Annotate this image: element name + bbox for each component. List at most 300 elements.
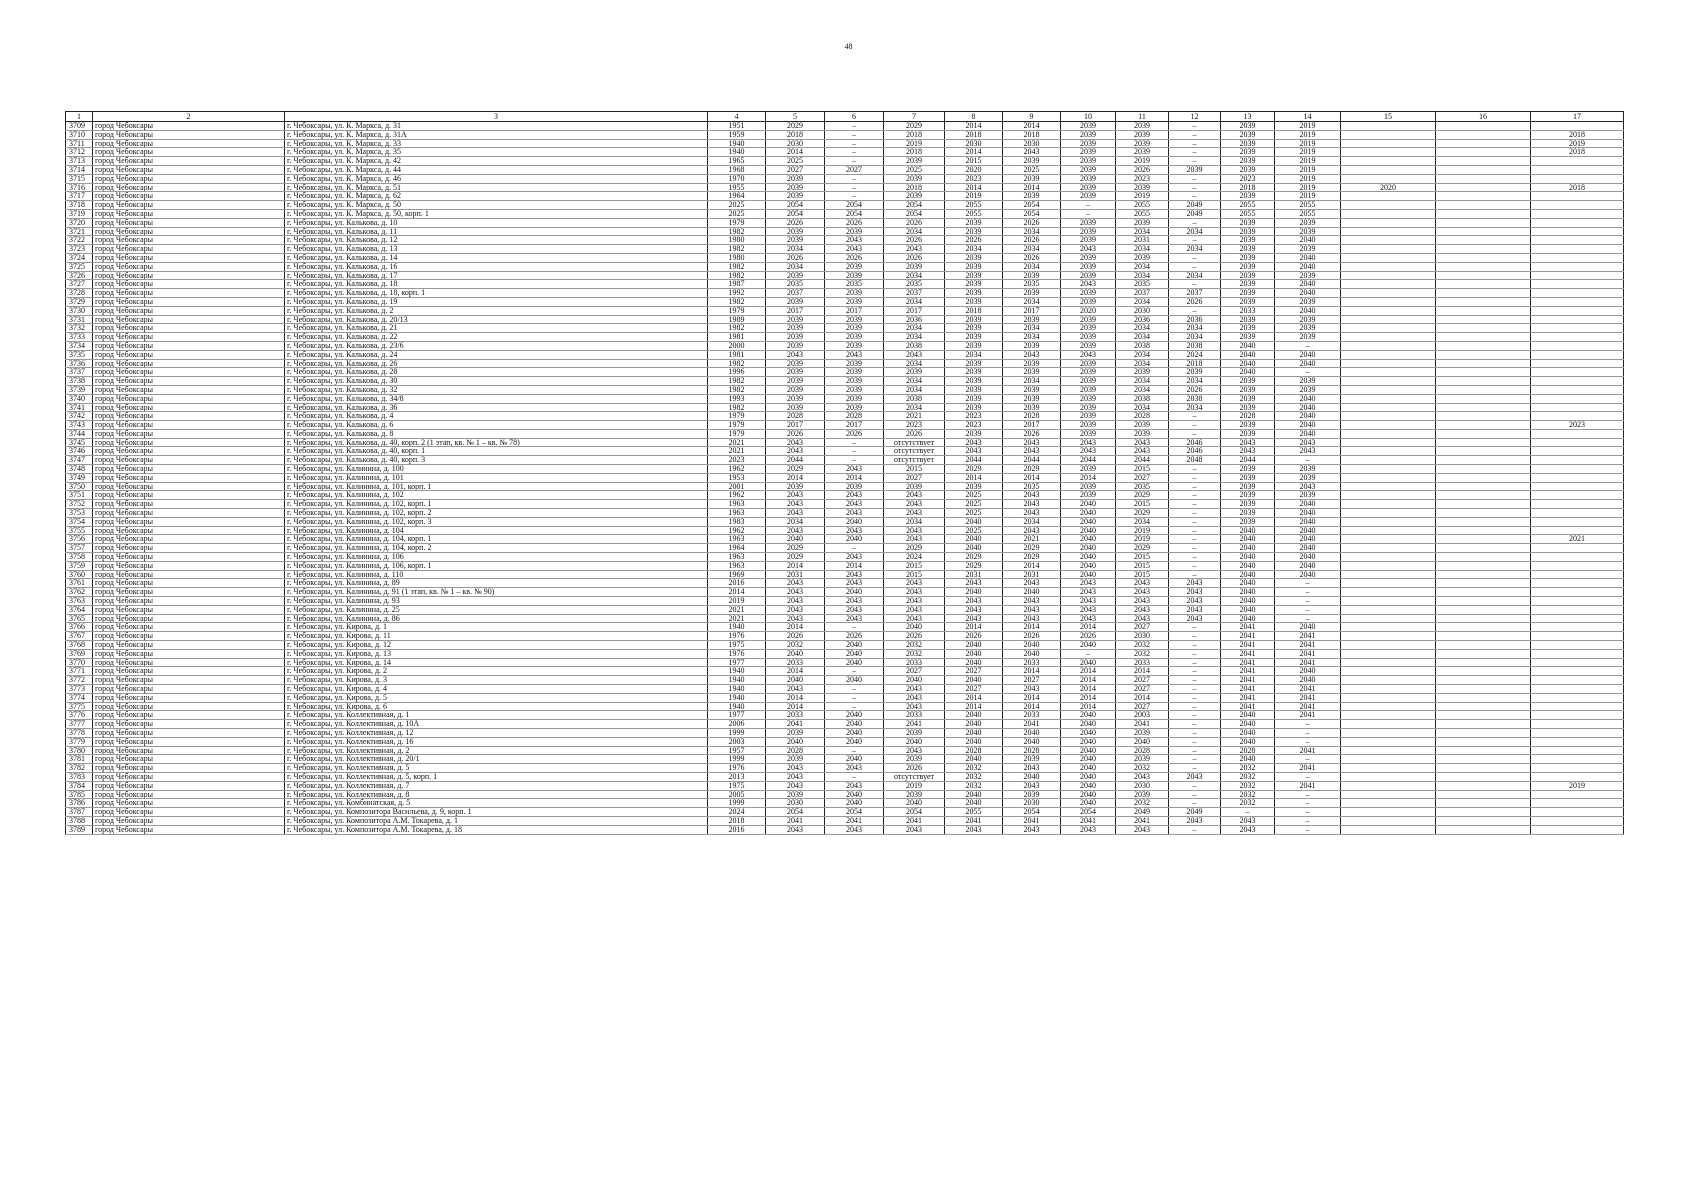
year-built-cell: 1940 (708, 139, 766, 148)
year-built-cell: 1940 (708, 667, 766, 676)
municipality-cell: город Чебоксары (93, 403, 285, 412)
col-9-cell: 2025 (1003, 165, 1061, 174)
table-row (66, 509, 1624, 518)
municipality-cell: город Чебоксары (93, 447, 285, 456)
col-17-cell (1531, 772, 1624, 781)
col-7-cell: 2054 (884, 209, 945, 218)
col-5-cell: 2026 (766, 429, 825, 438)
year-built-cell: 1979 (708, 306, 766, 315)
col-6-cell: – (825, 746, 884, 755)
col-15-cell (1341, 253, 1436, 262)
col-8-cell: 2040 (945, 711, 1003, 720)
record-number-cell: 3720 (66, 218, 93, 227)
col-14-cell: 2040 (1275, 570, 1341, 579)
address-cell: г. Чебоксары, ул. Калькова, д. 30 (285, 377, 708, 386)
address-cell: г. Чебоксары, ул. Кирова, д. 5 (285, 693, 708, 702)
table-row (66, 429, 1624, 438)
col-7-cell: 2024 (884, 553, 945, 562)
address-cell: г. Чебоксары, ул. Калинина, д. 101 (285, 473, 708, 482)
col-13-cell: 2039 (1221, 385, 1275, 394)
col-11-cell: 2015 (1116, 561, 1169, 570)
record-number-cell: 3760 (66, 570, 93, 579)
column-header: 17 (1531, 112, 1624, 122)
col-17-cell (1531, 429, 1624, 438)
col-14-cell: – (1275, 720, 1341, 729)
col-12-cell: 2034 (1169, 227, 1221, 236)
col-10-cell: 2040 (1061, 764, 1116, 773)
col-12-cell: – (1169, 122, 1221, 131)
table-row (66, 148, 1624, 157)
address-cell: г. Чебоксары, ул. Калькова, д. 36 (285, 403, 708, 412)
address-cell: г. Чебоксары, ул. Коллективная, д. 10А (285, 720, 708, 729)
col-8-cell: 2040 (945, 641, 1003, 650)
col-15-cell (1341, 456, 1436, 465)
record-number-cell: 3722 (66, 236, 93, 245)
col-12-cell: – (1169, 790, 1221, 799)
col-8-cell: 2025 (945, 491, 1003, 500)
table-row (66, 570, 1624, 579)
col-16-cell (1436, 456, 1531, 465)
year-built-cell: 2025 (708, 201, 766, 210)
col-11-cell: 2028 (1116, 746, 1169, 755)
col-10-cell: 2014 (1061, 623, 1116, 632)
col-17-cell (1531, 377, 1624, 386)
col-9-cell: 2040 (1003, 728, 1061, 737)
record-number-cell: 3726 (66, 271, 93, 280)
col-15-cell (1341, 289, 1436, 298)
col-12-cell: – (1169, 649, 1221, 658)
municipality-cell: город Чебоксары (93, 209, 285, 218)
col-12-cell: – (1169, 174, 1221, 183)
table-row (66, 579, 1624, 588)
address-cell: г. Чебоксары, ул. Кирова, д. 4 (285, 685, 708, 694)
table-row (66, 755, 1624, 764)
col-14-cell: 2019 (1275, 139, 1341, 148)
col-7-cell: 2017 (884, 306, 945, 315)
municipality-cell: город Чебоксары (93, 227, 285, 236)
record-number-cell: 3785 (66, 790, 93, 799)
municipality-cell: город Чебоксары (93, 218, 285, 227)
address-cell: г. Чебоксары, ул. К. Маркса, д. 31 (285, 122, 708, 131)
col-6-cell: 2043 (825, 764, 884, 773)
record-number-cell: 3738 (66, 377, 93, 386)
col-7-cell: 2040 (884, 737, 945, 746)
col-12-cell: – (1169, 500, 1221, 509)
col-6-cell: – (825, 148, 884, 157)
address-cell: г. Чебоксары, ул. К. Маркса, д. 51 (285, 183, 708, 192)
col-11-cell: 2049 (1116, 808, 1169, 817)
col-14-cell: 2019 (1275, 192, 1341, 201)
col-8-cell: 2027 (945, 667, 1003, 676)
col-7-cell: 2043 (884, 825, 945, 834)
col-9-cell: 2043 (1003, 614, 1061, 623)
col-8-cell: 2040 (945, 544, 1003, 553)
col-14-cell: 2043 (1275, 447, 1341, 456)
col-9-cell: 2026 (1003, 236, 1061, 245)
col-15-cell (1341, 816, 1436, 825)
col-5-cell: 2039 (766, 359, 825, 368)
col-6-cell: 2043 (825, 509, 884, 518)
col-6-cell: 2040 (825, 649, 884, 658)
address-cell: г. Чебоксары, ул. К. Маркса, д. 46 (285, 174, 708, 183)
col-11-cell: 2043 (1116, 605, 1169, 614)
col-6-cell: 2039 (825, 262, 884, 271)
col-14-cell: 2039 (1275, 315, 1341, 324)
col-10-cell: 2039 (1061, 333, 1116, 342)
col-13-cell: 2040 (1221, 755, 1275, 764)
col-16-cell (1436, 465, 1531, 474)
col-17-cell (1531, 324, 1624, 333)
col-13-cell: 2041 (1221, 632, 1275, 641)
col-13-cell: 2039 (1221, 465, 1275, 474)
col-17-cell (1531, 790, 1624, 799)
col-9-cell: 2043 (1003, 605, 1061, 614)
col-13-cell: 2032 (1221, 781, 1275, 790)
col-6-cell: 2039 (825, 271, 884, 280)
col-12-cell: 2043 (1169, 772, 1221, 781)
address-cell: г. Чебоксары, ул. Калькова, д. 18, корп. 1 (285, 289, 708, 298)
municipality-cell: город Чебоксары (93, 711, 285, 720)
col-11-cell: 2043 (1116, 597, 1169, 606)
municipality-cell: город Чебоксары (93, 192, 285, 201)
col-8-cell: 2043 (945, 447, 1003, 456)
col-16-cell (1436, 711, 1531, 720)
col-10-cell: 2040 (1061, 553, 1116, 562)
year-built-cell: 1996 (708, 368, 766, 377)
address-cell: г. Чебоксары, ул. К. Маркса, д. 33 (285, 139, 708, 148)
col-6-cell: 2039 (825, 315, 884, 324)
col-15-cell (1341, 720, 1436, 729)
col-13-cell: 2039 (1221, 157, 1275, 166)
col-8-cell: 2039 (945, 289, 1003, 298)
table-row (66, 218, 1624, 227)
col-16-cell (1436, 509, 1531, 518)
table-row (66, 403, 1624, 412)
col-6-cell: 2043 (825, 579, 884, 588)
col-12-cell: – (1169, 561, 1221, 570)
col-9-cell: 2034 (1003, 227, 1061, 236)
address-cell: г. Чебоксары, ул. Комбинатская, д. 5 (285, 799, 708, 808)
col-5-cell: 2043 (766, 526, 825, 535)
col-5-cell: 2028 (766, 412, 825, 421)
col-17-cell (1531, 658, 1624, 667)
col-13-cell: 2040 (1221, 728, 1275, 737)
col-16-cell (1436, 289, 1531, 298)
col-15-cell (1341, 808, 1436, 817)
col-17-cell (1531, 491, 1624, 500)
col-14-cell: 2040 (1275, 535, 1341, 544)
year-built-cell: 1962 (708, 526, 766, 535)
col-5-cell: 2039 (766, 385, 825, 394)
col-8-cell: 2040 (945, 517, 1003, 526)
col-6-cell: 2054 (825, 808, 884, 817)
col-15-cell (1341, 403, 1436, 412)
col-9-cell: 2014 (1003, 702, 1061, 711)
col-5-cell: 2029 (766, 544, 825, 553)
col-13-cell: 2040 (1221, 579, 1275, 588)
col-16-cell (1436, 421, 1531, 430)
table-row (66, 306, 1624, 315)
year-built-cell: 1962 (708, 465, 766, 474)
col-5-cell: 2039 (766, 377, 825, 386)
col-10-cell: 2026 (1061, 632, 1116, 641)
address-cell: г. Чебоксары, ул. Калинина, д. 102 (285, 491, 708, 500)
col-12-cell: 2048 (1169, 456, 1221, 465)
year-built-cell: 1980 (708, 253, 766, 262)
col-13-cell: 2039 (1221, 473, 1275, 482)
col-5-cell: 2017 (766, 306, 825, 315)
col-16-cell (1436, 271, 1531, 280)
col-15-cell (1341, 473, 1436, 482)
col-6-cell: – (825, 157, 884, 166)
col-7-cell: 2034 (884, 333, 945, 342)
record-number-cell: 3782 (66, 764, 93, 773)
col-14-cell: 2041 (1275, 746, 1341, 755)
table-row (66, 764, 1624, 773)
col-6-cell: 2043 (825, 570, 884, 579)
col-14-cell: – (1275, 790, 1341, 799)
col-5-cell: 2039 (766, 271, 825, 280)
col-7-cell: 2034 (884, 227, 945, 236)
municipality-cell: город Чебоксары (93, 297, 285, 306)
col-16-cell (1436, 157, 1531, 166)
col-9-cell: 2039 (1003, 359, 1061, 368)
year-built-cell: 1965 (708, 157, 766, 166)
col-8-cell: 2040 (945, 720, 1003, 729)
year-built-cell: 2021 (708, 614, 766, 623)
col-11-cell: 2041 (1116, 816, 1169, 825)
col-14-cell: 2039 (1275, 385, 1341, 394)
col-17-cell (1531, 799, 1624, 808)
col-12-cell: 2037 (1169, 289, 1221, 298)
col-9-cell: 2043 (1003, 764, 1061, 773)
col-16-cell (1436, 192, 1531, 201)
col-9-cell: 2035 (1003, 482, 1061, 491)
table-row (66, 271, 1624, 280)
col-17-cell (1531, 561, 1624, 570)
col-17-cell (1531, 649, 1624, 658)
table-row (66, 236, 1624, 245)
municipality-cell: город Чебоксары (93, 438, 285, 447)
col-7-cell: 2019 (884, 781, 945, 790)
record-number-cell: 3740 (66, 394, 93, 403)
col-15-cell (1341, 385, 1436, 394)
col-8-cell: 2040 (945, 755, 1003, 764)
col-15-cell (1341, 377, 1436, 386)
col-8-cell: 2014 (945, 623, 1003, 632)
col-17-cell (1531, 553, 1624, 562)
col-11-cell: 2015 (1116, 500, 1169, 509)
col-9-cell: 2026 (1003, 218, 1061, 227)
col-8-cell: 2039 (945, 482, 1003, 491)
col-10-cell: 2039 (1061, 377, 1116, 386)
address-cell: г. Чебоксары, ул. К. Маркса, д. 35 (285, 148, 708, 157)
col-17-cell (1531, 394, 1624, 403)
col-14-cell: 2039 (1275, 218, 1341, 227)
col-10-cell: 2039 (1061, 262, 1116, 271)
col-11-cell: 2015 (1116, 465, 1169, 474)
municipality-cell: город Чебоксары (93, 790, 285, 799)
col-13-cell: 2039 (1221, 315, 1275, 324)
table-row (66, 253, 1624, 262)
col-14-cell: 2041 (1275, 764, 1341, 773)
col-10-cell: 2040 (1061, 737, 1116, 746)
col-8-cell: 2023 (945, 421, 1003, 430)
record-number-cell: 3733 (66, 333, 93, 342)
col-13-cell: 2041 (1221, 685, 1275, 694)
col-12-cell: 2043 (1169, 597, 1221, 606)
col-10-cell: 2040 (1061, 517, 1116, 526)
col-7-cell: отсутствует (884, 438, 945, 447)
col-14-cell: 2040 (1275, 403, 1341, 412)
table-row (66, 720, 1624, 729)
col-11-cell: 2043 (1116, 825, 1169, 834)
address-cell: г. Чебоксары, ул. Калькова, д. 18 (285, 280, 708, 289)
col-14-cell: 2040 (1275, 289, 1341, 298)
col-7-cell: 2040 (884, 623, 945, 632)
col-10-cell: 2040 (1061, 641, 1116, 650)
col-16-cell (1436, 385, 1531, 394)
table-row (66, 165, 1624, 174)
municipality-cell: город Чебоксары (93, 385, 285, 394)
col-11-cell: 2035 (1116, 280, 1169, 289)
year-built-cell: 1975 (708, 781, 766, 790)
col-12-cell: – (1169, 825, 1221, 834)
col-6-cell: 2043 (825, 245, 884, 254)
col-8-cell: 2055 (945, 201, 1003, 210)
col-17-cell (1531, 509, 1624, 518)
table-row (66, 385, 1624, 394)
col-9-cell: 2043 (1003, 685, 1061, 694)
col-5-cell: 2030 (766, 139, 825, 148)
year-built-cell: 1970 (708, 174, 766, 183)
col-11-cell: 2027 (1116, 685, 1169, 694)
col-14-cell: 2041 (1275, 685, 1341, 694)
col-12-cell: 2036 (1169, 315, 1221, 324)
col-15-cell (1341, 500, 1436, 509)
table-row (66, 526, 1624, 535)
municipality-cell: город Чебоксары (93, 597, 285, 606)
col-12-cell: – (1169, 465, 1221, 474)
col-10-cell: 2043 (1061, 605, 1116, 614)
address-cell: г. Чебоксары, ул. Калькова, д. 40, корп. 1 (285, 447, 708, 456)
col-17-cell (1531, 122, 1624, 131)
col-5-cell: 2031 (766, 570, 825, 579)
col-16-cell (1436, 781, 1531, 790)
table-row (66, 157, 1624, 166)
col-16-cell (1436, 201, 1531, 210)
col-12-cell: – (1169, 658, 1221, 667)
col-5-cell: 2039 (766, 341, 825, 350)
column-header: 15 (1341, 112, 1436, 122)
record-number-cell: 3753 (66, 509, 93, 518)
col-15-cell (1341, 702, 1436, 711)
municipality-cell: город Чебоксары (93, 755, 285, 764)
table-row (66, 544, 1624, 553)
col-12-cell: – (1169, 526, 1221, 535)
year-built-cell: 2021 (708, 447, 766, 456)
col-9-cell: 2039 (1003, 385, 1061, 394)
col-10-cell: – (1061, 201, 1116, 210)
table-row (66, 262, 1624, 271)
col-17-cell (1531, 236, 1624, 245)
col-11-cell: 2043 (1116, 588, 1169, 597)
col-13-cell: 2039 (1221, 130, 1275, 139)
col-8-cell: 2040 (945, 790, 1003, 799)
col-7-cell: 2026 (884, 218, 945, 227)
col-11-cell: 2030 (1116, 306, 1169, 315)
col-15-cell (1341, 421, 1436, 430)
col-16-cell (1436, 368, 1531, 377)
record-number-cell: 3746 (66, 447, 93, 456)
col-8-cell: 2029 (945, 561, 1003, 570)
year-built-cell: 1981 (708, 333, 766, 342)
col-14-cell: – (1275, 588, 1341, 597)
column-header: 3 (285, 112, 708, 122)
address-cell: г. Чебоксары, ул. Калькова, д. 10 (285, 218, 708, 227)
municipality-cell: город Чебоксары (93, 720, 285, 729)
col-13-cell: 2040 (1221, 341, 1275, 350)
col-12-cell: – (1169, 482, 1221, 491)
col-17-cell (1531, 526, 1624, 535)
col-14-cell: – (1275, 456, 1341, 465)
col-12-cell: 2034 (1169, 271, 1221, 280)
col-11-cell: 2032 (1116, 641, 1169, 650)
col-13-cell: 2040 (1221, 368, 1275, 377)
col-10-cell: 2040 (1061, 526, 1116, 535)
col-17-cell (1531, 825, 1624, 834)
col-15-cell (1341, 157, 1436, 166)
col-11-cell: 2029 (1116, 491, 1169, 500)
col-10-cell: 2039 (1061, 157, 1116, 166)
year-built-cell: 1940 (708, 702, 766, 711)
col-5-cell: 2035 (766, 280, 825, 289)
col-11-cell: 2019 (1116, 535, 1169, 544)
col-12-cell: 2043 (1169, 605, 1221, 614)
col-13-cell: 2039 (1221, 192, 1275, 201)
col-8-cell: 2025 (945, 500, 1003, 509)
year-built-cell: 1963 (708, 500, 766, 509)
table-row (66, 280, 1624, 289)
table-row (66, 667, 1624, 676)
col-5-cell: 2043 (766, 350, 825, 359)
col-16-cell (1436, 403, 1531, 412)
col-10-cell: 2039 (1061, 491, 1116, 500)
municipality-cell: город Чебоксары (93, 157, 285, 166)
col-16-cell (1436, 429, 1531, 438)
col-15-cell (1341, 728, 1436, 737)
col-16-cell (1436, 438, 1531, 447)
col-11-cell: 2032 (1116, 799, 1169, 808)
record-number-cell: 3788 (66, 816, 93, 825)
record-number-cell: 3778 (66, 728, 93, 737)
municipality-cell: город Чебоксары (93, 614, 285, 623)
record-number-cell: 3709 (66, 122, 93, 131)
col-6-cell: 2039 (825, 297, 884, 306)
col-10-cell: 2040 (1061, 746, 1116, 755)
col-12-cell: 2034 (1169, 324, 1221, 333)
year-built-cell: 1963 (708, 561, 766, 570)
col-16-cell (1436, 632, 1531, 641)
col-14-cell: 2040 (1275, 667, 1341, 676)
col-10-cell: 2043 (1061, 825, 1116, 834)
col-11-cell: 2023 (1116, 174, 1169, 183)
col-8-cell: 2039 (945, 341, 1003, 350)
col-5-cell: 2043 (766, 825, 825, 834)
col-16-cell (1436, 597, 1531, 606)
col-8-cell: 2039 (945, 253, 1003, 262)
col-17-cell (1531, 614, 1624, 623)
